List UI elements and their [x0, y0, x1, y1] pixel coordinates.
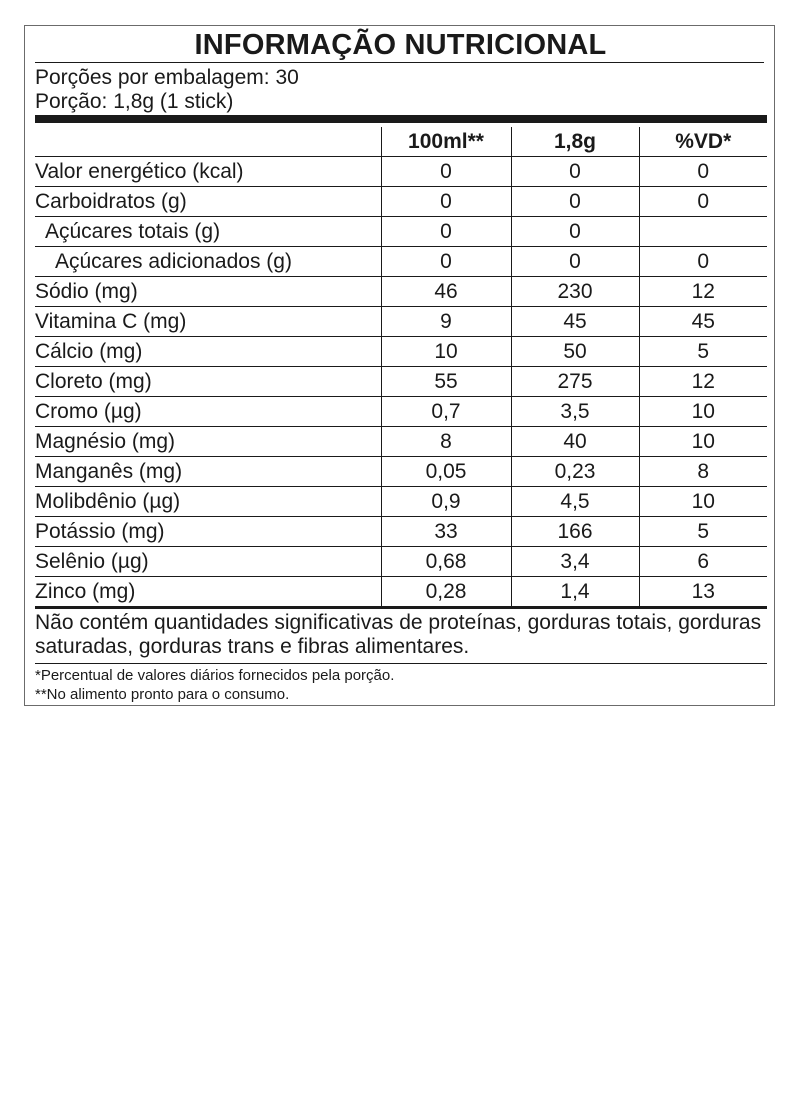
nutrient-name: Açúcares adicionados (g)	[35, 247, 381, 277]
footnote-ready-to-eat: **No alimento pronto para o consumo.	[35, 686, 290, 703]
value-daily-value: 13	[639, 577, 767, 607]
table-row	[35, 577, 767, 607]
value-per-100ml: 8	[381, 427, 511, 457]
footnote-divider	[35, 663, 767, 664]
nutrient-name: Açúcares totais (g)	[35, 217, 381, 247]
label-title: INFORMAÇÃO NUTRICIONAL	[194, 29, 607, 61]
value-per-serving: 3,4	[511, 547, 639, 577]
value-per-100ml: 0	[381, 157, 511, 187]
value-daily-value: 10	[639, 487, 767, 517]
value-daily-value: 8	[639, 457, 767, 487]
table-header-row	[35, 127, 767, 157]
value-per-serving: 40	[511, 427, 639, 457]
value-daily-value: 10	[639, 427, 767, 457]
value-daily-value: 6	[639, 547, 767, 577]
value-per-100ml: 33	[381, 517, 511, 547]
title-divider	[35, 62, 764, 63]
header-daily-value: %VD*	[639, 127, 767, 157]
table-row	[35, 187, 767, 217]
table-end-divider	[35, 606, 767, 609]
table-row	[35, 307, 767, 337]
value-daily-value: 12	[639, 367, 767, 397]
not-significant-note: Não contém quantidades significativas de proteínas, gorduras totais, gorduras saturadas, gorduras trans e fibras alimentares.	[35, 611, 762, 658]
nutrition-facts-label	[24, 25, 775, 706]
value-per-100ml: 0,9	[381, 487, 511, 517]
table-row	[35, 427, 767, 457]
nutrient-name: Manganês (mg)	[35, 457, 381, 487]
value-daily-value: 0	[639, 187, 767, 217]
nutrient-name: Magnésio (mg)	[35, 427, 381, 457]
table-row	[35, 367, 767, 397]
value-per-serving: 275	[511, 367, 639, 397]
value-per-100ml: 0,7	[381, 397, 511, 427]
nutrient-name: Cromo (µg)	[35, 397, 381, 427]
value-per-100ml: 55	[381, 367, 511, 397]
nutrition-rows	[35, 157, 767, 607]
nutrient-name: Sódio (mg)	[35, 277, 381, 307]
value-per-100ml: 0,28	[381, 577, 511, 607]
table-row	[35, 487, 767, 517]
value-daily-value: 12	[639, 277, 767, 307]
table-row	[35, 217, 767, 247]
value-per-100ml: 0,68	[381, 547, 511, 577]
value-per-100ml: 46	[381, 277, 511, 307]
value-daily-value: 5	[639, 337, 767, 367]
table-row	[35, 247, 767, 277]
value-per-serving: 45	[511, 307, 639, 337]
nutrient-name: Selênio (µg)	[35, 547, 381, 577]
footnote-daily-value: *Percentual de valores diários fornecidos pela porção.	[35, 667, 395, 684]
table-row	[35, 157, 767, 187]
value-daily-value: 5	[639, 517, 767, 547]
nutrient-name: Cálcio (mg)	[35, 337, 381, 367]
value-per-100ml: 0,05	[381, 457, 511, 487]
nutrient-name: Vitamina C (mg)	[35, 307, 381, 337]
serving-size: Porção: 1,8g (1 stick)	[35, 90, 234, 113]
value-per-serving: 230	[511, 277, 639, 307]
value-per-serving: 0	[511, 217, 639, 247]
table-row	[35, 337, 767, 367]
value-per-100ml: 0	[381, 187, 511, 217]
nutrient-name: Zinco (mg)	[35, 580, 136, 603]
value-daily-value: 0	[639, 157, 767, 187]
table-row	[35, 547, 767, 577]
servings-per-package: Porções por embalagem: 30	[35, 66, 299, 89]
value-daily-value: 10	[639, 397, 767, 427]
nutrient-name: Potássio (mg)	[35, 517, 381, 547]
value-daily-value: 0	[639, 247, 767, 277]
nutrient-name: Carboidratos (g)	[35, 187, 381, 217]
nutrient-name: Valor energético (kcal)	[35, 157, 381, 187]
value-per-100ml: 0	[381, 217, 511, 247]
table-row	[35, 397, 767, 427]
thick-divider	[35, 115, 767, 123]
value-per-serving: 50	[511, 337, 639, 367]
table-row	[35, 277, 767, 307]
value-per-serving: 0,23	[511, 457, 639, 487]
value-per-100ml: 10	[381, 337, 511, 367]
value-per-serving: 0	[511, 247, 639, 277]
value-per-100ml: 0	[381, 247, 511, 277]
value-per-serving: 3,5	[511, 397, 639, 427]
value-per-100ml: 9	[381, 307, 511, 337]
header-per-100ml: 100ml**	[381, 127, 511, 157]
value-per-serving: 1,4	[511, 577, 639, 607]
value-daily-value: 45	[639, 307, 767, 337]
value-per-serving: 166	[511, 517, 639, 547]
value-per-serving: 0	[511, 157, 639, 187]
nutrient-name: Molibdênio (µg)	[35, 487, 381, 517]
header-per-serving: 1,8g	[511, 127, 639, 157]
value-per-serving: 4,5	[511, 487, 639, 517]
value-per-serving: 0	[511, 187, 639, 217]
header-nutrient	[35, 127, 381, 157]
table-row	[35, 517, 767, 547]
nutrient-name: Cloreto (mg)	[35, 367, 381, 397]
table-row	[35, 457, 767, 487]
nutrition-table	[35, 127, 767, 606]
value-daily-value	[639, 217, 767, 247]
